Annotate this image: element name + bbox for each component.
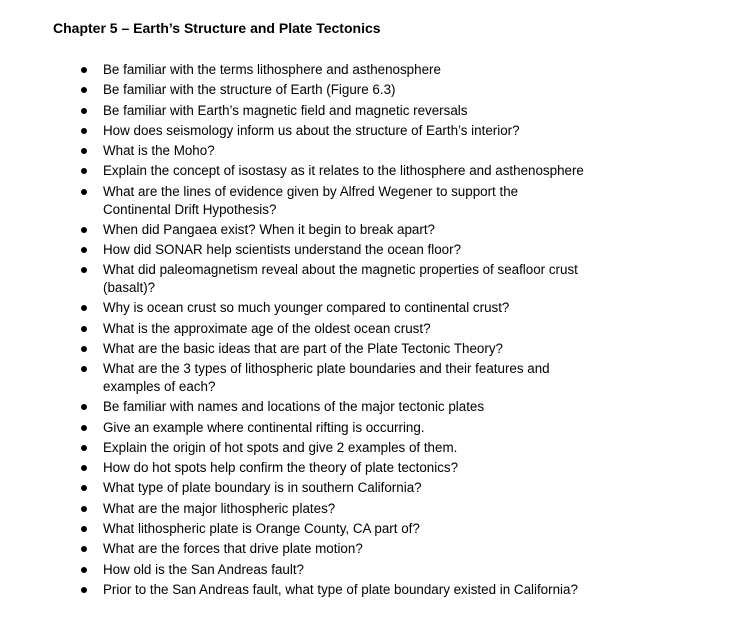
list-item-text: examples of each? <box>103 379 216 395</box>
list-item-text: What are the 3 types of lithospheric plate boundaries and their features and <box>103 361 550 377</box>
bullet-icon <box>81 425 87 431</box>
list-item <box>0 220 735 240</box>
list-item <box>0 418 735 438</box>
list-item <box>0 182 735 220</box>
list-item-text: How does seismology inform us about the structure of Earth’s interior? <box>103 122 520 138</box>
list-item <box>0 560 735 580</box>
list-item <box>0 519 735 539</box>
bullet-icon <box>81 305 87 311</box>
list-item-text: Give an example where continental rifting is occurring. <box>103 419 425 435</box>
bullet-icon <box>81 567 87 573</box>
bullet-icon <box>81 546 87 552</box>
list-item <box>0 478 735 498</box>
list-item <box>0 397 735 417</box>
bullet-icon <box>81 346 87 352</box>
study-guide-list <box>0 60 735 600</box>
bullet-icon <box>81 87 87 93</box>
list-item-text: What are the basic ideas that are part of the Plate Tectonic Theory? <box>103 340 503 356</box>
list-item <box>0 141 735 161</box>
bullet-icon <box>81 465 87 471</box>
bullet-icon <box>81 128 87 134</box>
list-item <box>0 101 735 121</box>
list-item-text: What are the major lithospheric plates? <box>103 500 336 516</box>
list-item-text: (basalt)? <box>103 280 156 296</box>
list-item-text: When did Pangaea exist? When it begin to break apart? <box>103 221 436 237</box>
list-item <box>0 359 735 397</box>
list-item <box>0 60 735 80</box>
list-item <box>0 319 735 339</box>
list-item-text: Prior to the San Andreas fault, what type of plate boundary existed in California? <box>103 581 578 597</box>
bullet-icon <box>81 67 87 73</box>
bullet-icon <box>81 404 87 410</box>
list-item <box>0 580 735 600</box>
list-item-text: What are the forces that drive plate motion? <box>103 541 363 557</box>
bullet-icon <box>81 108 87 114</box>
list-item-text: What is the Moho? <box>103 143 215 159</box>
bullet-icon <box>81 168 87 174</box>
list-item <box>0 121 735 141</box>
list-item-text: What is the approximate age of the oldest ocean crust? <box>103 320 431 336</box>
list-item-text: Why is ocean crust so much younger compared to continental crust? <box>103 300 510 316</box>
list-item-text: How did SONAR help scientists understand the ocean floor? <box>103 242 462 258</box>
bullet-icon <box>81 189 87 195</box>
list-item <box>0 438 735 458</box>
list-item-text: How old is the San Andreas fault? <box>103 561 304 577</box>
list-item <box>0 458 735 478</box>
list-item <box>0 260 735 298</box>
bullet-icon <box>81 326 87 332</box>
list-item-text: Be familiar with the terms lithosphere and asthenosphere <box>103 62 441 77</box>
list-item-text: Be familiar with Earth’s magnetic field and magnetic reversals <box>103 102 468 118</box>
list-item <box>0 161 735 181</box>
bullet-icon <box>81 366 87 372</box>
bullet-icon <box>81 587 87 593</box>
bullet-icon <box>81 485 87 491</box>
list-item-text: What type of plate boundary is in southern California? <box>103 480 422 496</box>
list-item-text: Explain the concept of isostasy as it relates to the lithosphere and asthenosphere <box>103 163 584 179</box>
list-item <box>0 539 735 559</box>
list-item-text: How do hot spots help confirm the theory of plate tectonics? <box>103 460 459 476</box>
list-item <box>0 80 735 100</box>
list-item <box>0 240 735 260</box>
list-item-text: What lithospheric plate is Orange County, CA part of? <box>103 521 420 537</box>
bullet-icon <box>81 267 87 273</box>
list-item-text: Be familiar with names and locations of the major tectonic plates <box>103 399 485 415</box>
bullet-icon <box>81 445 87 451</box>
list-item-text: What are the lines of evidence given by Alfred Wegener to support the <box>103 183 519 199</box>
list-item <box>0 339 735 359</box>
bullet-icon <box>81 506 87 512</box>
bullet-icon <box>81 227 87 233</box>
list-item-text: Continental Drift Hypothesis? <box>103 201 277 217</box>
list-item <box>0 499 735 519</box>
list-item-text: Be familiar with the structure of Earth (Figure 6.3) <box>103 82 396 98</box>
list-item <box>0 298 735 318</box>
chapter-title: Chapter 5 – Earth’s Structure and Plate Tectonics <box>53 20 381 36</box>
bullet-icon <box>81 148 87 154</box>
bullet-icon <box>81 526 87 532</box>
list-item-text: Explain the origin of hot spots and give 2 examples of them. <box>103 439 458 455</box>
list-item-text: What did paleomagnetism reveal about the magnetic properties of seafloor crust <box>103 262 578 278</box>
bullet-icon <box>81 247 87 253</box>
